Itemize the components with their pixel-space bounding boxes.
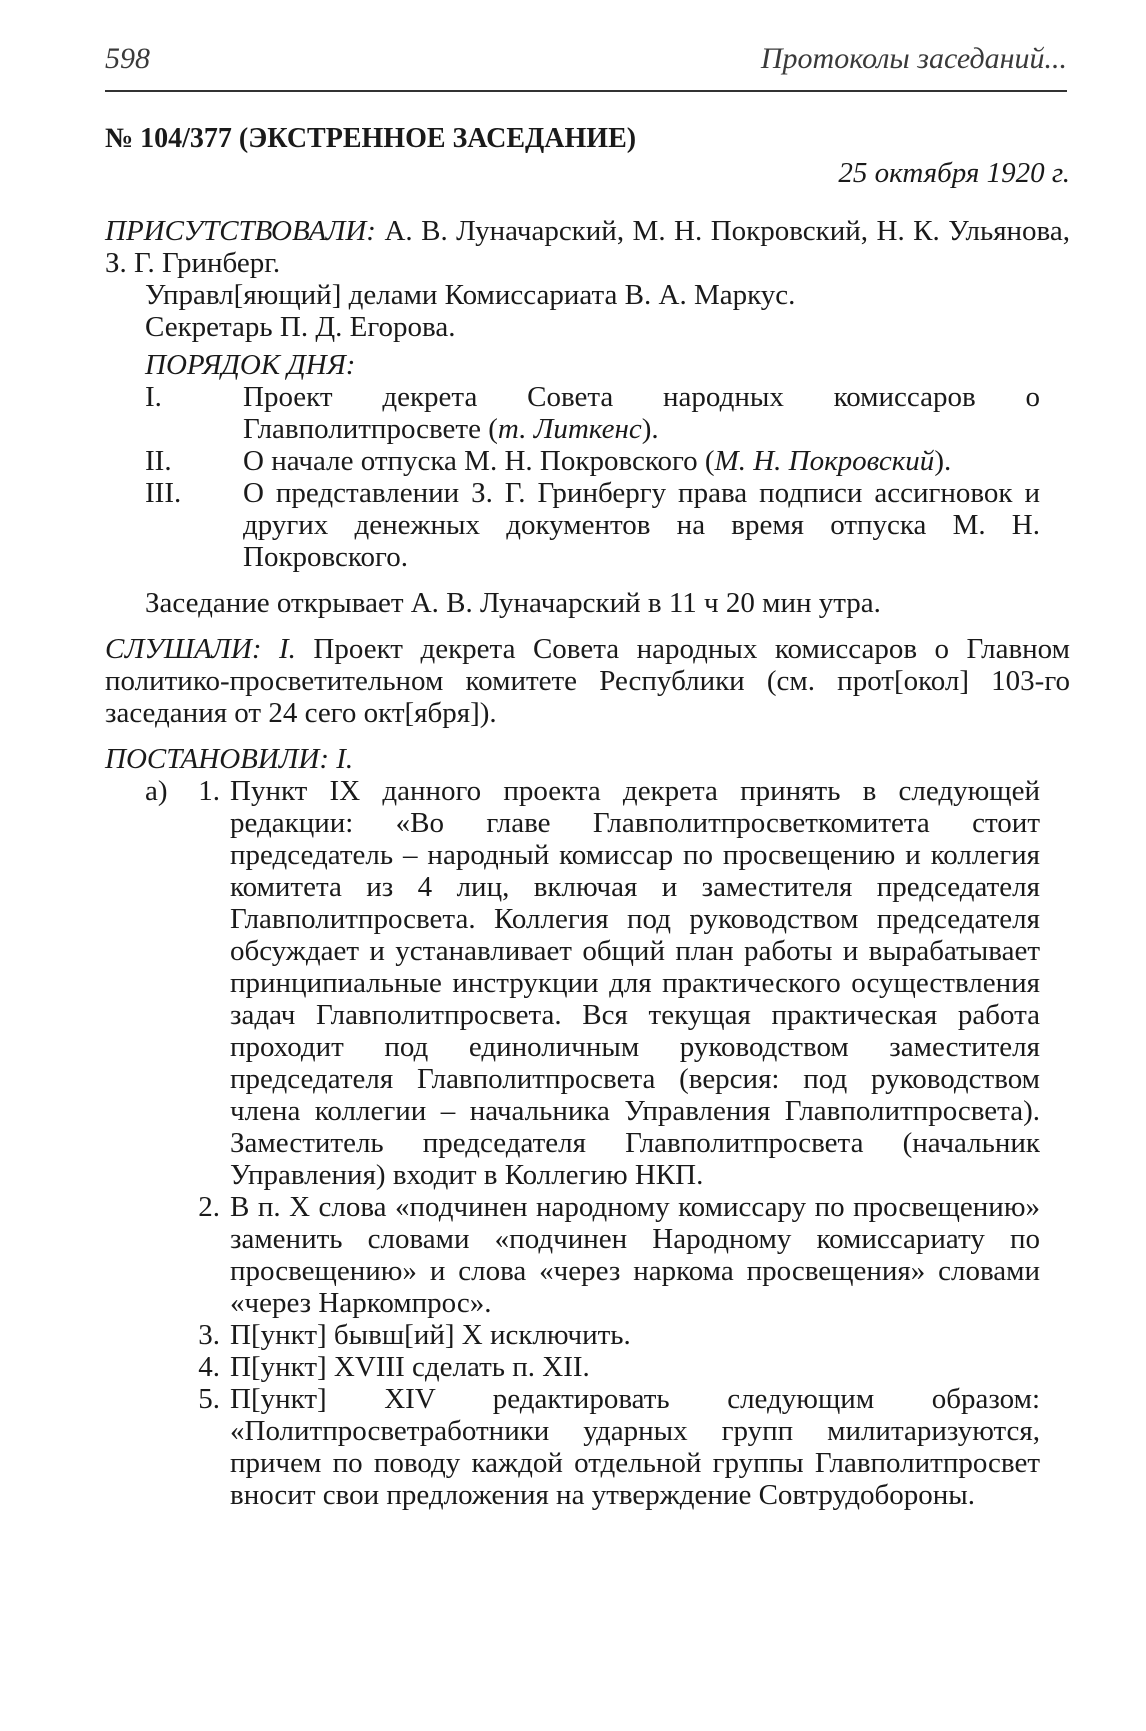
resolution-point (185, 1383, 1070, 1511)
protocol-title: № 104/377 (ЭКСТРЕННОЕ ЗАСЕДАНИЕ) (105, 123, 637, 154)
agenda-item-text: О начале отпуска М. Н. Покровского (М. Н. Покровский). (243, 445, 952, 477)
heard-label: СЛУШАЛИ: I. (105, 633, 296, 665)
secretary-line: Секретарь П. Д. Егорова. (145, 311, 456, 343)
point-text: П[ункт] XIV редактировать следующим образом: «Политпросветработники ударных групп милитаризуются, причем по поводу каждой отдельной группы Главполитпросвет вносит свои предложения на утверждение Совтрудобороны. (230, 1383, 1040, 1511)
point-number: 1. (198, 775, 220, 807)
agenda-item-number: I. (145, 381, 162, 413)
point-number: 2. (198, 1191, 220, 1223)
point-number: 4. (198, 1351, 220, 1383)
resolution-subsection (105, 775, 1070, 1511)
agenda-speaker: т. Литкенс (497, 413, 642, 445)
agenda-item (105, 381, 1070, 445)
manager-line: Управл[яющий] делами Комиссариата В. А. Маркус. (145, 279, 796, 311)
heard-text: Проект декрета Совета народных комиссаров о Главном политико-просветительном комитете Республики (см. прот[окол] 103-го заседания от 24 сего окт[ября]). (105, 633, 1070, 729)
point-number: 5. (198, 1383, 220, 1415)
agenda-heading: ПОРЯДОК ДНЯ: (145, 349, 356, 381)
agenda-speaker: М. Н. Покровский (714, 445, 935, 477)
resolution-points (185, 775, 1070, 1511)
agenda-item (105, 445, 1070, 477)
protocol-date: 25 октября 1920 г. (838, 157, 1070, 189)
attendees (105, 215, 1070, 279)
header-rule (105, 90, 1067, 92)
present-text: А. В. Луначарский, М. Н. Покровский, Н. К. Ульянова, З. Г. Гринберг. (105, 215, 1070, 279)
point-text: П[ункт] бывш[ий] X исключить. (230, 1319, 631, 1351)
resolution-point (185, 1191, 1070, 1319)
agenda-item-text: Проект декрета Совета народных комиссаров о Главполитпросвете (т. Литкенс). (243, 381, 1040, 445)
resolution-point (185, 1319, 1070, 1351)
agenda-item-number: II. (145, 445, 172, 477)
point-text: В п. X слова «подчинен народному комиссару по просвещению» заменить словами «подчинен Народному комиссариату по просвещению» и слова «через наркома просвещения» словами «через Наркомпрос». (230, 1191, 1040, 1319)
agenda-item-number: III. (145, 477, 182, 509)
heard-section (105, 633, 1070, 729)
present-label: ПРИСУТСТВОВАЛИ: (105, 215, 376, 247)
resolution-point (185, 1351, 1070, 1383)
resolved-label: ПОСТАНОВИЛИ: I. (105, 743, 354, 775)
point-text: Пункт IX данного проекта декрета принять в следующей редакции: «Во главе Главполитпросветкомитета стоит председатель – народный комиссар по просвещению и коллегия комитета из 4 лиц, включая и заместителя председателя Главполитпросвета. Коллегия под руководством председателя обсуждает и устанавливает общий план работы и вырабатывает принципиальные инструкции для практического осуществления задач Главполитпросвета. Вся текущая практическая работа проходит под единоличным руководством заместителя председателя Главполитпросвета (версия: под руководством члена коллегии – начальника Управления Главполитпросвета). Заместитель председателя Главполитпросвета (начальник Управления) входит в Коллегию НКП. (230, 775, 1040, 1191)
page-number: 598 (105, 42, 150, 75)
subsection-label: а) (145, 775, 168, 807)
agenda-item (105, 477, 1070, 573)
agenda-item-text: О представлении З. Г. Гринбергу права подписи ассигновок и других денежных документов на время отпуска М. Н. Покровского. (243, 477, 1040, 573)
point-number: 3. (198, 1319, 220, 1351)
resolution-point (185, 775, 1070, 1191)
running-title: Протоколы заседаний... (760, 42, 1067, 75)
opening-line: Заседание открывает А. В. Луначарский в 11 ч 20 мин утра. (145, 587, 881, 619)
running-header (105, 42, 1067, 76)
agenda-list (105, 381, 1070, 573)
document-body (105, 123, 1070, 1511)
point-text: П[ункт] XVIII сделать п. XII. (230, 1351, 590, 1383)
